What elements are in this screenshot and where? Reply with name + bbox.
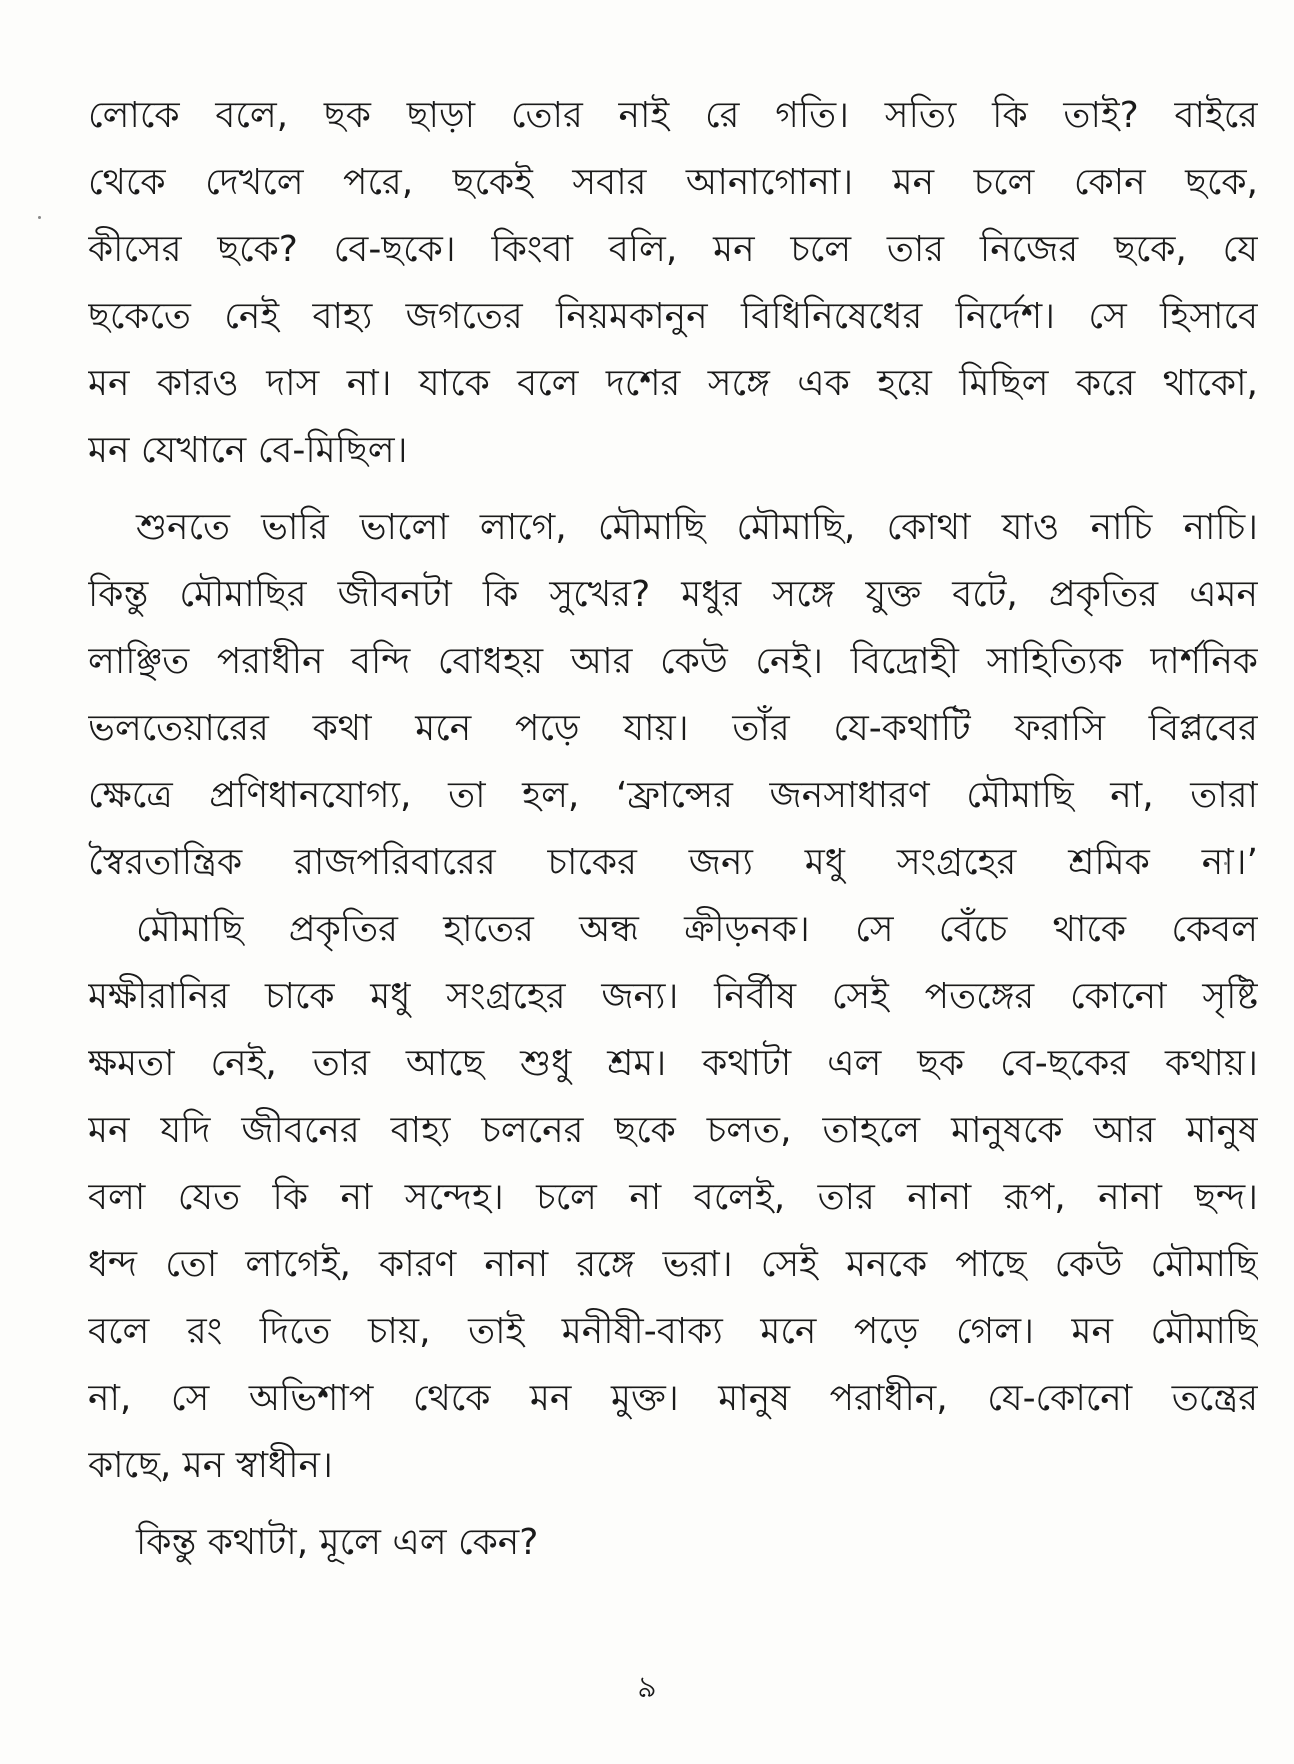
- text-line: থেকে দেখলে পরে, ছকেই সবার আনাগোনা। মন চলে কোন ছকে,: [88, 162, 1258, 203]
- page-number: ৯: [637, 1670, 657, 1705]
- text-line: ক্ষমতা নেই, তার আছে শুধু শ্রম। কথাটা এল ছক বে-ছকের কথায়।: [88, 1043, 1258, 1084]
- text-line: ভলতেয়ারের কথা মনে পড়ে যায়। তাঁর যে-কথাটি ফরাসি বিপ্লবের: [88, 708, 1258, 749]
- text-line: কীসের ছকে? বে-ছকে। কিংবা বলি, মন চলে তার নিজের ছকে, যে: [88, 229, 1258, 270]
- text-line: লোকে বলে, ছক ছাড়া তোর নাই রে গতি। সত্যি কি তাই? বাইরে: [88, 95, 1258, 136]
- text-line: বলে রং দিতে চায়, তাই মনীষী-বাক্য মনে পড়ে গেল। মন মৌমাছি: [88, 1311, 1258, 1352]
- page-body: [88, 82, 1258, 1576]
- text-line: না, সে অভিশাপ থেকে মন মুক্ত। মানুষ পরাধীন, যে-কোনো তন্ত্রের: [88, 1378, 1258, 1419]
- text-line: কিন্তু মৌমাছির জীবনটা কি সুখের? মধুর সঙ্গে যুক্ত বটে, প্রকৃতির এমন: [88, 574, 1258, 615]
- paragraph-4: [88, 1509, 1258, 1576]
- text-line: মৌমাছি প্রকৃতির হাতের অন্ধ ক্রীড়নক। সে বেঁচে থাকে কেবল: [136, 909, 1258, 950]
- text-line: বলা যেত কি না সন্দেহ। চলে না বলেই, তার নানা রূপ, নানা ছন্দ।: [88, 1177, 1258, 1218]
- paragraph-1: [88, 82, 1258, 484]
- text-line: কাছে, মন স্বাধীন।: [88, 1445, 333, 1486]
- text-line: স্বৈরতান্ত্রিক রাজপরিবারের চাকের জন্য মধু সংগ্রহের শ্রমিক না।’: [88, 842, 1258, 883]
- text-line: ক্ষেত্রে প্রণিধানযোগ্য, তা হল, ‘ফ্রান্সের জনসাধারণ মৌমাছি না, তারা: [88, 775, 1258, 816]
- paragraph-3: [88, 896, 1258, 1499]
- text-line: মন যদি জীবনের বাহ্য চলনের ছকে চলত, তাহলে মানুষকে আর মানুষ: [88, 1110, 1258, 1151]
- text-line: মন যেখানে বে-মিছিল।: [88, 430, 408, 471]
- paragraph-2: [88, 494, 1258, 896]
- text-line: শুনতে ভারি ভালো লাগে, মৌমাছি মৌমাছি, কোথা যাও নাচি নাচি।: [136, 507, 1258, 548]
- text-line: ছকেতে নেই বাহ্য জগতের নিয়মকানুন বিধিনিষেধের নির্দেশ। সে হিসাবে: [88, 296, 1258, 337]
- text-line: কিন্তু কথাটা, মূলে এল কেন?: [136, 1522, 539, 1563]
- text-line: লাঞ্ছিত পরাধীন বন্দি বোধহয় আর কেউ নেই। বিদ্রোহী সাহিত্যিক দার্শনিক: [88, 641, 1258, 682]
- text-line: ধন্দ তো লাগেই, কারণ নানা রঙ্গে ভরা। সেই মনকে পাছে কেউ মৌমাছি: [88, 1244, 1258, 1285]
- print-speck: [38, 216, 41, 219]
- text-line: মন কারও দাস না। যাকে বলে দশের সঙ্গে এক হয়ে মিছিল করে থাকো,: [88, 363, 1258, 404]
- text-line: মক্ষীরানির চাকে মধু সংগ্রহের জন্য। নির্বীষ সেই পতঙ্গের কোনো সৃষ্টি: [88, 976, 1258, 1017]
